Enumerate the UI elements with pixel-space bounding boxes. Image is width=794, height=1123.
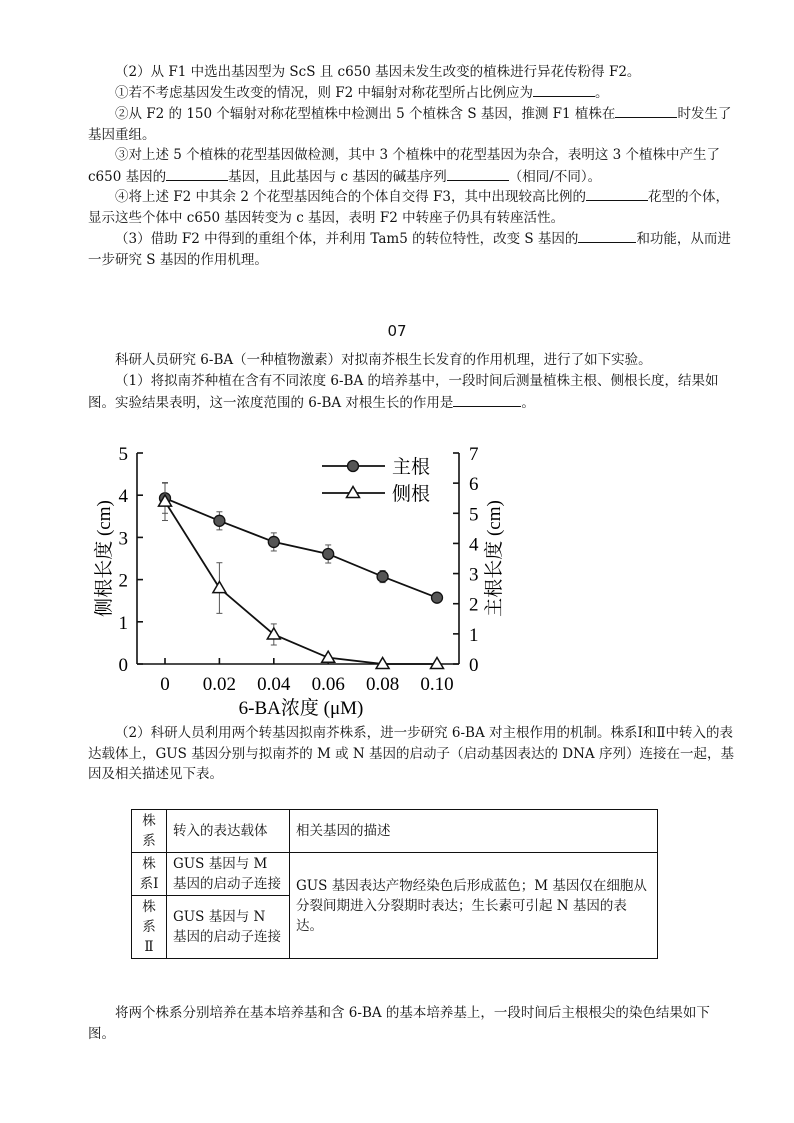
- q3: （3）借助 F2 中得到的重组个体，并利用 Tam5 的转位特性，改变 S 基因的 和功能，从而进一步研究 S 基因的作用机理。: [88, 228, 736, 270]
- x-tick-label: 0.06: [311, 674, 345, 695]
- answer-blank[interactable]: [615, 103, 677, 118]
- chart-legend: [322, 456, 430, 505]
- x-tick-label: 0.08: [365, 674, 400, 695]
- main-root-point: [323, 548, 334, 559]
- cell-description: GUS 基因表达产物经染色后形成蓝色；M 基因仅在细胞从分裂间期进入分裂期时表达；生长素可引起 N 基因的表达。: [290, 853, 658, 959]
- answer-blank[interactable]: [447, 166, 509, 181]
- right-tick-label: 6: [469, 474, 479, 496]
- answer-blank[interactable]: [166, 166, 228, 181]
- main-root-point: [377, 571, 388, 582]
- answer-blank[interactable]: [586, 186, 648, 201]
- right-tick-label: 7: [469, 444, 479, 465]
- header-description: 相关基因的描述: [290, 810, 658, 853]
- legend-marker-circle: [348, 461, 359, 472]
- x-tick-label: 0.04: [257, 674, 291, 695]
- left-tick-label: 5: [118, 444, 128, 465]
- left-tick-label: 0: [118, 655, 128, 676]
- table-header-row: [132, 810, 658, 853]
- question-number: 07: [387, 322, 407, 340]
- left-tick-label: 1: [118, 612, 128, 634]
- header-vector: 转入的表达载体: [167, 810, 290, 853]
- main-root-point: [214, 515, 225, 526]
- legend-label-1: 侧根: [392, 484, 431, 505]
- after-table-text: 将两个株系分别培养在基本培养基和含 6-BA 的基本培养基上，一段时间后主根根尖的染色结果如下图。: [88, 1005, 710, 1042]
- chart-series: [159, 483, 444, 669]
- series-line-0: [165, 498, 437, 597]
- cell-vector-1: GUS 基因与 M 基因的启动子连接: [167, 853, 290, 896]
- left-tick-label: 3: [118, 528, 128, 550]
- right-tick-label: 5: [469, 504, 479, 526]
- left-tick-label: 4: [118, 486, 128, 508]
- left-tick-label: 2: [118, 570, 128, 592]
- answer-blank[interactable]: [578, 228, 636, 243]
- left-axis-title: 侧根长度 (cm): [94, 500, 115, 617]
- q2-mechanism-text: （2）科研人员利用两个转基因拟南芥株系，进一步研究 6-BA 对主根作用的机制。株系Ⅰ和Ⅱ中转入的表达载体上，GUS 基因分别与拟南芥的 M 或 N 基因的启动子（启动基因表达的 DNA 序列）连接在一起，基因及相关描述见下表。: [88, 725, 734, 782]
- cell-line-1: 株系Ⅰ: [132, 853, 167, 896]
- lateral-root-point: [431, 658, 444, 669]
- main-root-point: [432, 592, 443, 603]
- q2-intro: （2）从 F1 中选出基因型为 ScS 且 c650 基因未发生改变的植株进行异花传粉得 F2。: [115, 64, 641, 80]
- right-tick-label: 3: [469, 564, 479, 586]
- x-tick-label: 0.02: [202, 674, 237, 695]
- intro-text: 科研人员研究 6-BA（一种植物激素）对拟南芥根生长发育的作用机理，进行了如下实验。: [115, 352, 652, 368]
- lateral-root-point: [213, 582, 226, 593]
- chart-axes: [93, 444, 505, 719]
- x-tick-label: 0: [160, 674, 170, 695]
- root-length-chart: [0, 435, 794, 725]
- answer-blank[interactable]: [533, 82, 595, 97]
- legend-label-0: 主根: [392, 457, 431, 478]
- answer-blank[interactable]: [453, 392, 521, 407]
- x-tick-label: 0.10: [420, 674, 454, 695]
- q2-item-3: ③对上述 5 个植株的花型基因做检测，其中 3 个植株中的花型基因为杂合，表明这 3 个植株中产生了 c650 基因的 基因，且此基因与 c 基因的碱基序列 （相同/不同）。: [88, 147, 721, 185]
- right-tick-label: 4: [469, 534, 479, 556]
- q2-item-2: ②从 F2 的 150 个辐射对称花型植株中检测出 5 个植株含 S 基因，推测 F1 植株在 时发生了基因重组。: [88, 103, 736, 145]
- right-tick-label: 0: [469, 655, 479, 676]
- header-line: 株系: [132, 810, 167, 853]
- cell-vector-2: GUS 基因与 N 基因的启动子连接: [167, 896, 290, 959]
- right-axis-title: 主根长度 (cm): [484, 500, 505, 617]
- q2-item-1: ①若不考虑基因发生改变的情况，则 F2 中辐射对称花型所占比例应为 。: [88, 82, 736, 104]
- q2-item-4: ④将上述 F2 中其余 2 个花型基因纯合的个体自交得 F3，其中出现较高比例的 花型的个体，显示这些个体中 c650 基因转变为 c 基因，表明 F2 中转座子仍具有转座活性。: [88, 186, 736, 228]
- table-row: [132, 853, 658, 896]
- right-tick-label: 2: [469, 594, 479, 616]
- q1-text: （1）将拟南芥种植在含有不同浓度 6-BA 的培养基中，一段时间后测量植株主根、侧根长度，结果如图。实验结果表明，这一浓度范围的 6-BA 对根生长的作用是 。: [88, 373, 719, 411]
- cell-line-2: 株系Ⅱ: [132, 896, 167, 959]
- main-root-point: [268, 536, 279, 547]
- gene-table: [131, 809, 658, 959]
- x-axis-title: 6-BA浓度 (μM): [238, 698, 364, 719]
- right-tick-label: 1: [469, 624, 479, 646]
- legend-marker-triangle: [347, 487, 360, 498]
